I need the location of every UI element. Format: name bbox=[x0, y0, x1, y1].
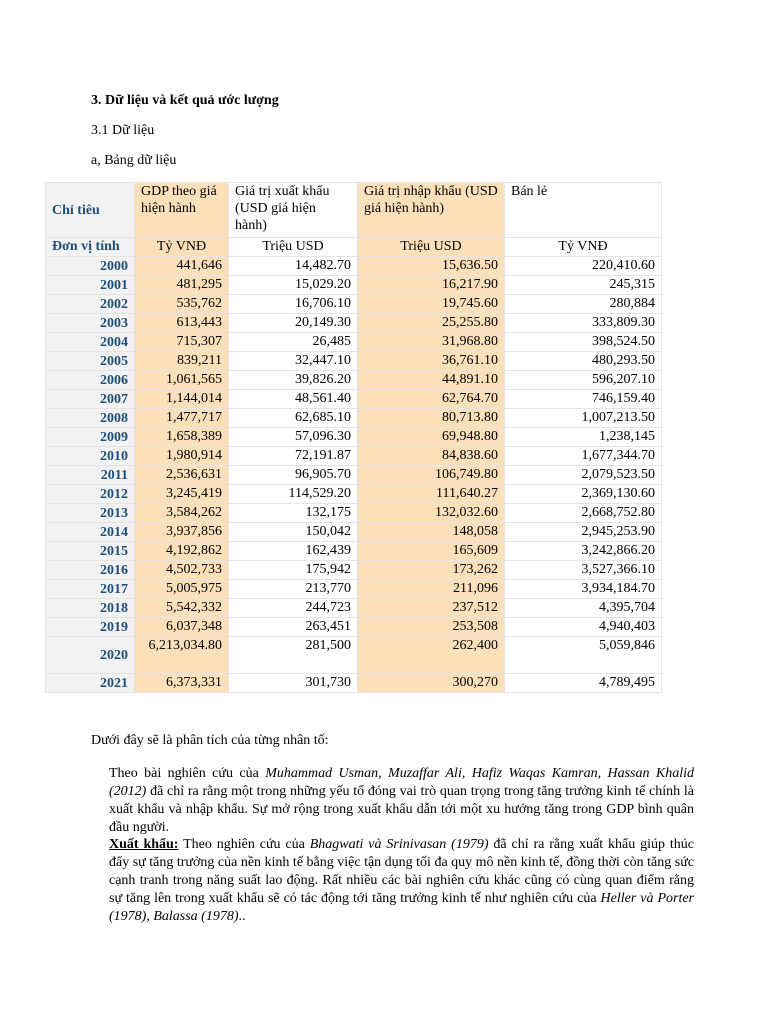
table-row bbox=[46, 409, 662, 428]
gdp-cell: 4,192,862 bbox=[135, 542, 229, 561]
data-table bbox=[45, 182, 662, 693]
export-cell: 14,482.70 bbox=[229, 257, 358, 276]
year-cell: 2009 bbox=[46, 428, 135, 447]
table-row bbox=[46, 637, 662, 674]
retail-cell: 746,159.40 bbox=[505, 390, 662, 409]
header-indicator: Chỉ tiêu bbox=[46, 183, 135, 238]
export-cell: 48,561.40 bbox=[229, 390, 358, 409]
year-cell: 2019 bbox=[46, 618, 135, 637]
export-cell: 20,149.30 bbox=[229, 314, 358, 333]
export-cell: 162,439 bbox=[229, 542, 358, 561]
units-label: Đơn vị tính bbox=[46, 238, 135, 257]
export-cell: 15,029.20 bbox=[229, 276, 358, 295]
para1-lead: Theo bài nghiên cứu của bbox=[109, 766, 266, 781]
year-cell: 2016 bbox=[46, 561, 135, 580]
retail-cell: 2,668,752.80 bbox=[505, 504, 662, 523]
unit-export: Triệu USD bbox=[229, 238, 358, 257]
gdp-cell: 5,542,332 bbox=[135, 599, 229, 618]
year-cell: 2006 bbox=[46, 371, 135, 390]
retail-cell: 220,410.60 bbox=[505, 257, 662, 276]
year-cell: 2010 bbox=[46, 447, 135, 466]
table-units-row bbox=[46, 238, 662, 257]
year-cell: 2003 bbox=[46, 314, 135, 333]
retail-cell: 4,789,495 bbox=[505, 674, 662, 693]
table-row bbox=[46, 504, 662, 523]
import-cell: 173,262 bbox=[358, 561, 505, 580]
import-cell: 211,096 bbox=[358, 580, 505, 599]
year-cell: 2005 bbox=[46, 352, 135, 371]
import-cell: 25,255.80 bbox=[358, 314, 505, 333]
subsection-title: 3.1 Dữ liệu bbox=[91, 123, 155, 138]
year-cell: 2013 bbox=[46, 504, 135, 523]
table-row bbox=[46, 466, 662, 485]
table-row bbox=[46, 371, 662, 390]
table-row bbox=[46, 447, 662, 466]
table-row bbox=[46, 542, 662, 561]
export-cell: 114,529.20 bbox=[229, 485, 358, 504]
para1-body: đã chỉ ra rằng một trong những yếu tố đóng vai trò quan trọng trong tăng trưởng kinh tế chính là xuất khẩu và nhập khẩu. Sự mở rộng trong xuất khẩu dẫn tới một xu hướng tăng trong GDP bình quân đầu người. bbox=[109, 784, 694, 835]
retail-cell: 1,238,145 bbox=[505, 428, 662, 447]
table-row bbox=[46, 295, 662, 314]
table-row bbox=[46, 428, 662, 447]
export-cell: 96,905.70 bbox=[229, 466, 358, 485]
para1-authors: Muhammad Usman, Muzaffar Ali, Hafiz Waqas Kamran, Hassan Khalid (2012) bbox=[109, 766, 695, 799]
retail-cell: 1,677,344.70 bbox=[505, 447, 662, 466]
import-cell: 62,764.70 bbox=[358, 390, 505, 409]
import-cell: 132,032.60 bbox=[358, 504, 505, 523]
import-cell: 165,609 bbox=[358, 542, 505, 561]
para2-tail: .. bbox=[238, 909, 246, 924]
gdp-cell: 481,295 bbox=[135, 276, 229, 295]
export-cell: 62,685.10 bbox=[229, 409, 358, 428]
import-cell: 69,948.80 bbox=[358, 428, 505, 447]
gdp-cell: 2,536,631 bbox=[135, 466, 229, 485]
export-cell: 175,942 bbox=[229, 561, 358, 580]
gdp-cell: 535,762 bbox=[135, 295, 229, 314]
para2-lead: Theo nghiên cứu của bbox=[178, 837, 310, 852]
table-row bbox=[46, 618, 662, 637]
export-cell: 39,826.20 bbox=[229, 371, 358, 390]
retail-cell: 398,524.50 bbox=[505, 333, 662, 352]
retail-cell: 3,934,184.70 bbox=[505, 580, 662, 599]
header-retail: Bán lẻ bbox=[505, 183, 662, 238]
paragraph-export bbox=[91, 836, 694, 926]
export-cell: 263,451 bbox=[229, 618, 358, 637]
import-cell: 262,400 bbox=[358, 637, 505, 674]
gdp-cell: 6,213,034.80 bbox=[135, 637, 229, 674]
export-cell: 57,096.30 bbox=[229, 428, 358, 447]
table-row bbox=[46, 485, 662, 504]
year-cell: 2020 bbox=[46, 637, 135, 674]
gdp-cell: 6,037,348 bbox=[135, 618, 229, 637]
year-cell: 2001 bbox=[46, 276, 135, 295]
year-cell: 2017 bbox=[46, 580, 135, 599]
export-cell: 213,770 bbox=[229, 580, 358, 599]
import-cell: 16,217.90 bbox=[358, 276, 505, 295]
gdp-cell: 1,980,914 bbox=[135, 447, 229, 466]
import-cell: 44,891.10 bbox=[358, 371, 505, 390]
import-cell: 15,636.50 bbox=[358, 257, 505, 276]
retail-cell: 2,079,523.50 bbox=[505, 466, 662, 485]
retail-cell: 4,940,403 bbox=[505, 618, 662, 637]
import-cell: 36,761.10 bbox=[358, 352, 505, 371]
import-cell: 237,512 bbox=[358, 599, 505, 618]
para2-body: đã chỉ ra rằng xuất khẩu giúp thúc đẩy sự tăng trưởng của nền kinh tế bằng việc tận dụng tối đa quy mô nền kinh tế, đồng thời còn tăng sức cạnh tranh trong năng suất lao động. Rất nhiều các bài nghiên cứu khác cũng có cùng quan điểm rằng sự tăng lên trong xuất khẩu sẽ có tác động tới tăng trưởng kinh tế như nghiên cứu của bbox=[109, 837, 695, 906]
gdp-cell: 4,502,733 bbox=[135, 561, 229, 580]
para2-source2: Heller và Porter (1978), Balassa (1978) bbox=[109, 891, 694, 924]
import-cell: 80,713.80 bbox=[358, 409, 505, 428]
unit-import: Triệu USD bbox=[358, 238, 505, 257]
para2-source1: Bhagwati và Srinivasan (1979) bbox=[309, 837, 489, 852]
import-cell: 31,968.80 bbox=[358, 333, 505, 352]
year-cell: 2007 bbox=[46, 390, 135, 409]
import-cell: 106,749.80 bbox=[358, 466, 505, 485]
table-row bbox=[46, 314, 662, 333]
table-row bbox=[46, 674, 662, 693]
year-cell: 2000 bbox=[46, 257, 135, 276]
import-cell: 300,270 bbox=[358, 674, 505, 693]
import-cell: 148,058 bbox=[358, 523, 505, 542]
table-row bbox=[46, 599, 662, 618]
year-cell: 2002 bbox=[46, 295, 135, 314]
gdp-cell: 1,144,014 bbox=[135, 390, 229, 409]
table-row bbox=[46, 333, 662, 352]
gdp-cell: 839,211 bbox=[135, 352, 229, 371]
export-cell: 32,447.10 bbox=[229, 352, 358, 371]
import-cell: 111,640.27 bbox=[358, 485, 505, 504]
intro-paragraph: Dưới đây sẽ là phân tích của từng nhân tố: bbox=[91, 733, 329, 748]
export-cell: 244,723 bbox=[229, 599, 358, 618]
table-row bbox=[46, 352, 662, 371]
table-row bbox=[46, 390, 662, 409]
retail-cell: 4,395,704 bbox=[505, 599, 662, 618]
export-cell: 301,730 bbox=[229, 674, 358, 693]
table-row bbox=[46, 257, 662, 276]
unit-gdp: Tỷ VNĐ bbox=[135, 238, 229, 257]
import-cell: 84,838.60 bbox=[358, 447, 505, 466]
year-cell: 2014 bbox=[46, 523, 135, 542]
table-caption: a, Bảng dữ liệu bbox=[91, 153, 177, 168]
header-gdp: GDP theo giá hiện hành bbox=[135, 183, 229, 238]
export-cell: 281,500 bbox=[229, 637, 358, 674]
year-cell: 2015 bbox=[46, 542, 135, 561]
gdp-cell: 1,477,717 bbox=[135, 409, 229, 428]
export-cell: 132,175 bbox=[229, 504, 358, 523]
retail-cell: 3,242,866.20 bbox=[505, 542, 662, 561]
year-cell: 2011 bbox=[46, 466, 135, 485]
table-row bbox=[46, 276, 662, 295]
gdp-cell: 3,245,419 bbox=[135, 485, 229, 504]
retail-cell: 2,945,253.90 bbox=[505, 523, 662, 542]
year-cell: 2004 bbox=[46, 333, 135, 352]
header-export: Giá trị xuất khẩu (USD giá hiện hành) bbox=[229, 183, 358, 238]
year-cell: 2021 bbox=[46, 674, 135, 693]
gdp-cell: 5,005,975 bbox=[135, 580, 229, 599]
year-cell: 2018 bbox=[46, 599, 135, 618]
import-cell: 253,508 bbox=[358, 618, 505, 637]
export-cell: 72,191.87 bbox=[229, 447, 358, 466]
header-import: Giá trị nhập khẩu (USD giá hiện hành) bbox=[358, 183, 505, 238]
table-row bbox=[46, 561, 662, 580]
gdp-cell: 3,584,262 bbox=[135, 504, 229, 523]
retail-cell: 333,809.30 bbox=[505, 314, 662, 333]
export-cell: 26,485 bbox=[229, 333, 358, 352]
retail-cell: 480,293.50 bbox=[505, 352, 662, 371]
retail-cell: 596,207.10 bbox=[505, 371, 662, 390]
gdp-cell: 1,061,565 bbox=[135, 371, 229, 390]
retail-cell: 3,527,366.10 bbox=[505, 561, 662, 580]
retail-cell: 2,369,130.60 bbox=[505, 485, 662, 504]
section-heading: 3. Dữ liệu và kết quả ước lượng bbox=[91, 93, 279, 108]
year-cell: 2008 bbox=[46, 409, 135, 428]
import-cell: 19,745.60 bbox=[358, 295, 505, 314]
export-cell: 150,042 bbox=[229, 523, 358, 542]
table-row bbox=[46, 523, 662, 542]
retail-cell: 280,884 bbox=[505, 295, 662, 314]
gdp-cell: 441,646 bbox=[135, 257, 229, 276]
export-term: Xuất khẩu: bbox=[109, 837, 179, 852]
retail-cell: 1,007,213.50 bbox=[505, 409, 662, 428]
gdp-cell: 715,307 bbox=[135, 333, 229, 352]
gdp-cell: 1,658,389 bbox=[135, 428, 229, 447]
retail-cell: 245,315 bbox=[505, 276, 662, 295]
gdp-cell: 613,443 bbox=[135, 314, 229, 333]
year-cell: 2012 bbox=[46, 485, 135, 504]
retail-cell: 5,059,846 bbox=[505, 637, 662, 674]
paragraph-imports-exports bbox=[91, 765, 694, 837]
gdp-cell: 6,373,331 bbox=[135, 674, 229, 693]
table-header-row bbox=[46, 183, 662, 238]
unit-retail: Tỷ VNĐ bbox=[505, 238, 662, 257]
export-cell: 16,706.10 bbox=[229, 295, 358, 314]
gdp-cell: 3,937,856 bbox=[135, 523, 229, 542]
table-row bbox=[46, 580, 662, 599]
